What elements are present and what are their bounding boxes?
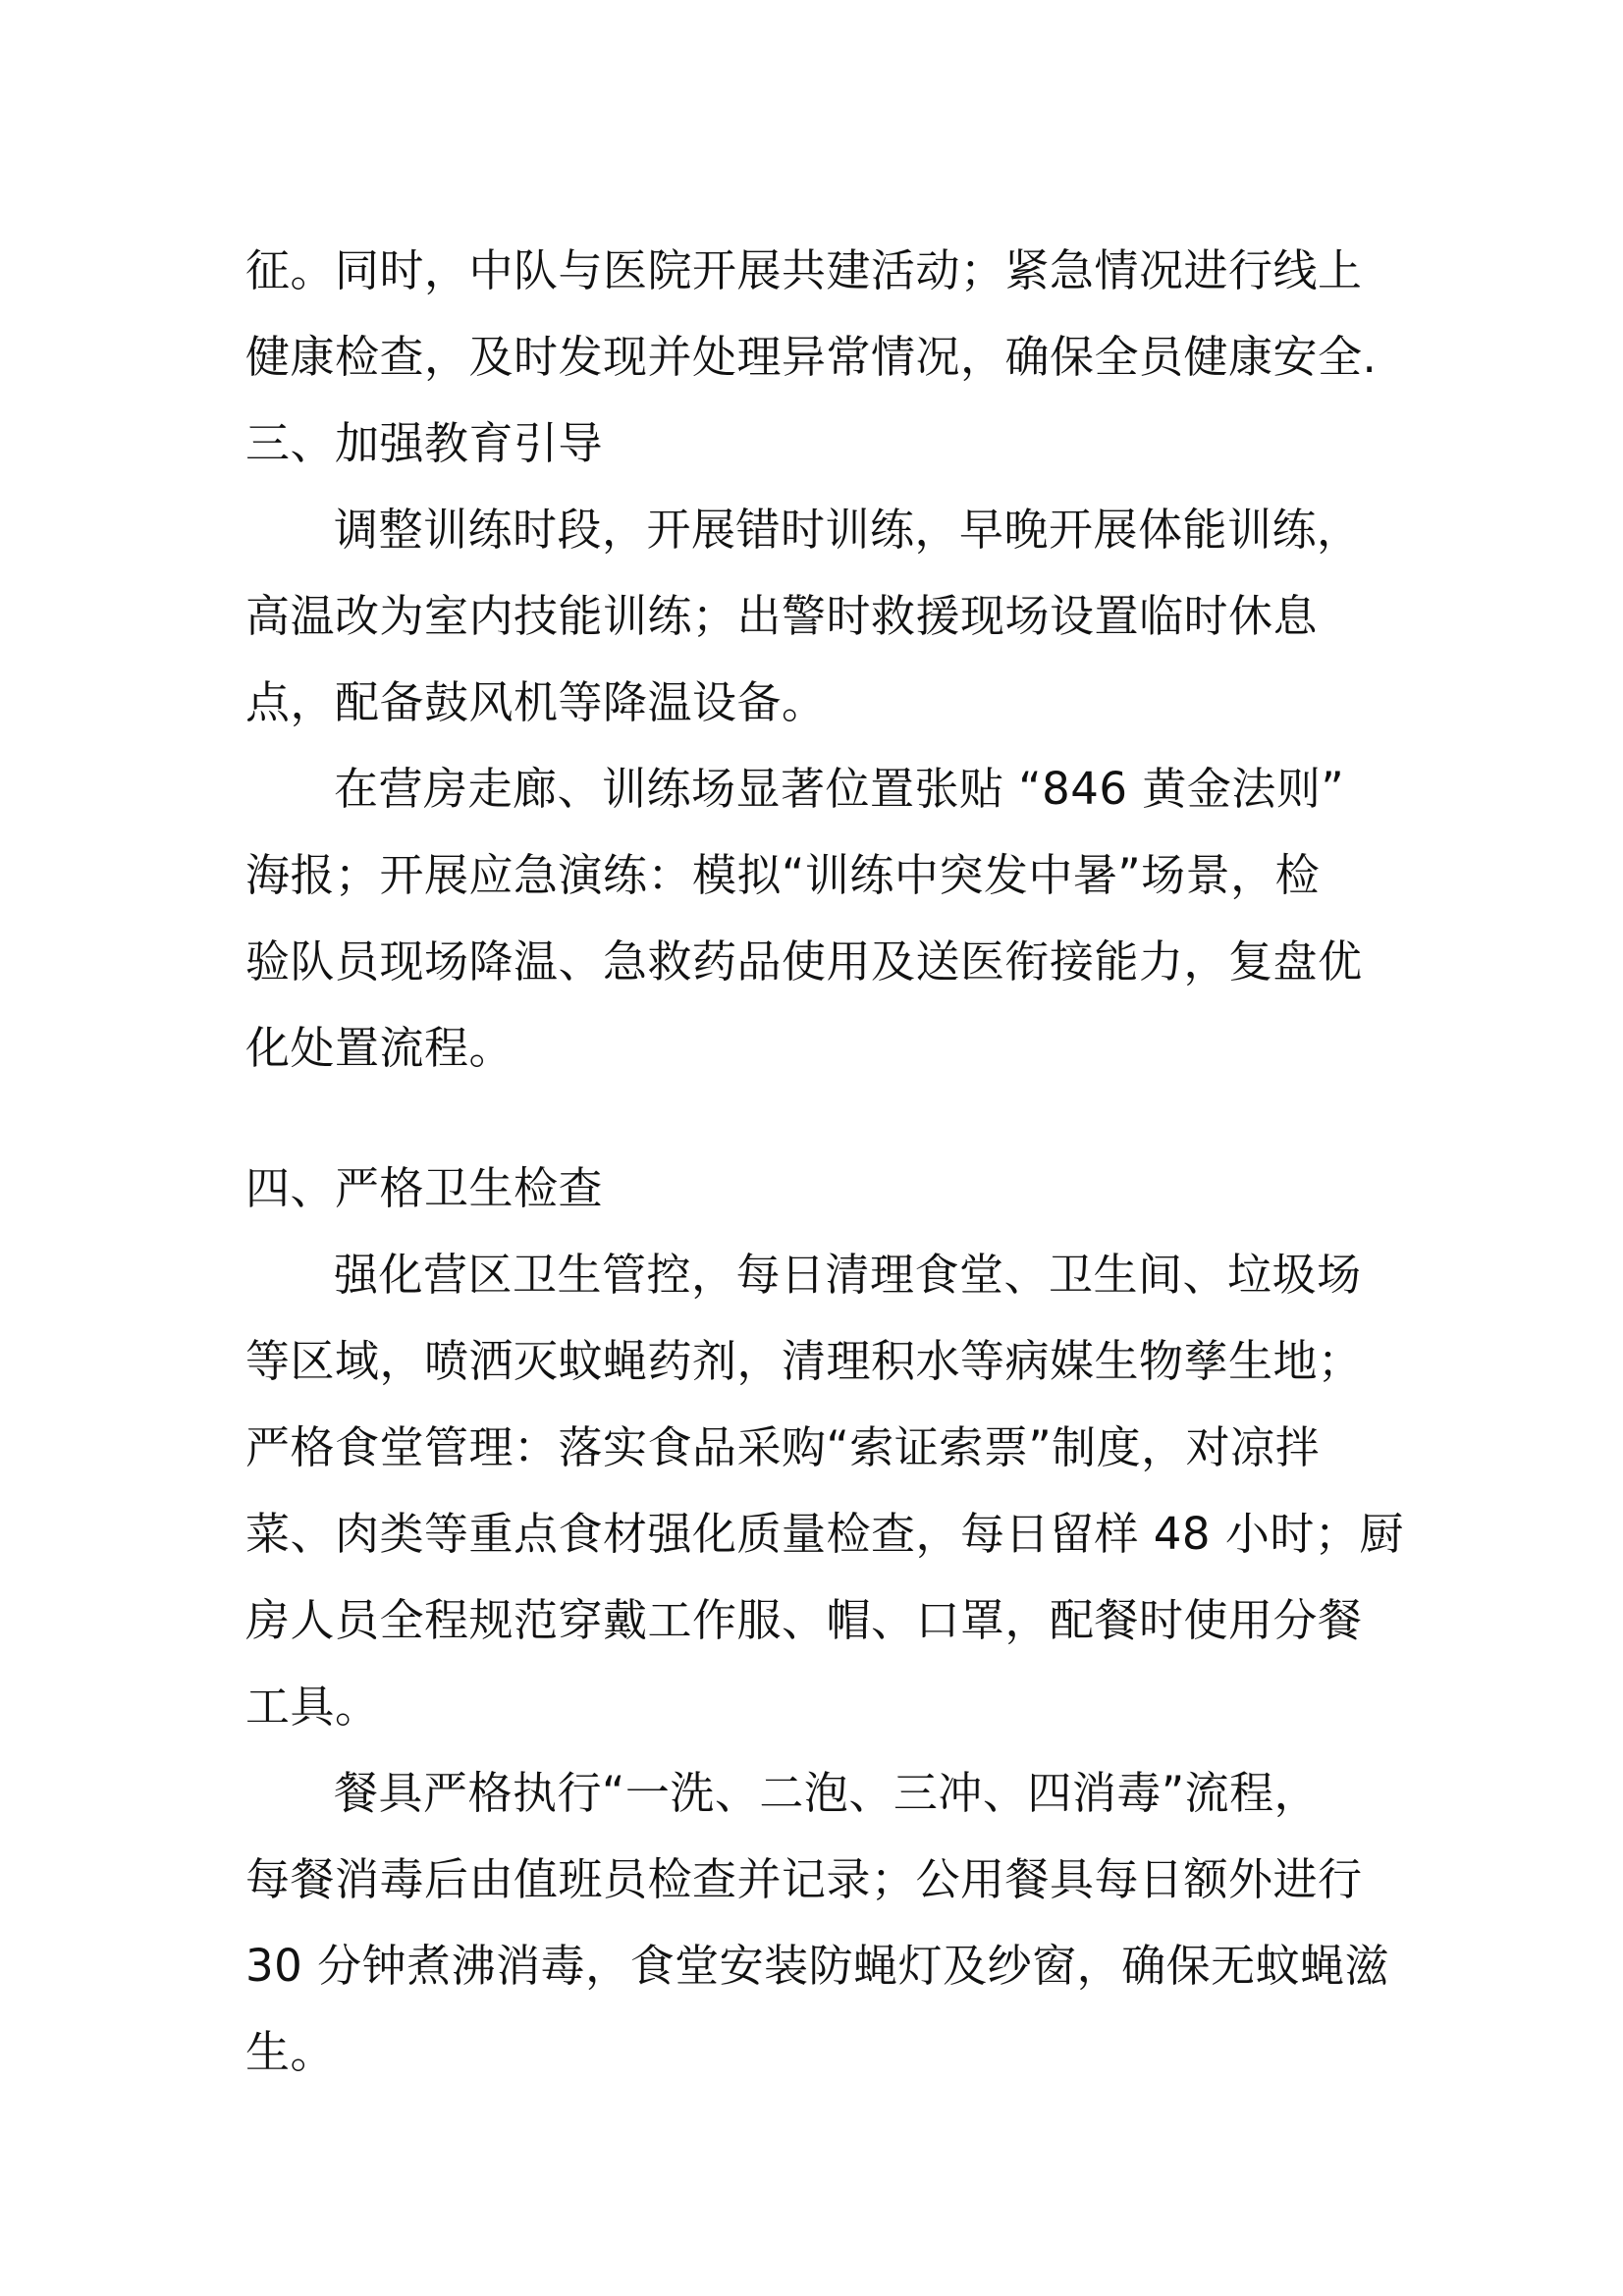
paragraph-line: 餐具严格执行“一洗、二泡、三冲、四消毒”流程，	[334, 1767, 1320, 1819]
paragraph-line: 调整训练时段，开展错时训练，早晚开展体能训练，	[334, 504, 1362, 556]
paragraph-line: 强化营区卫生管控，每日清理食堂、卫生间、垃圾场	[334, 1249, 1362, 1301]
paragraph-line: 30 分钟煮沸消毒，食堂安装防蝇灯及纱窗，确保无蚊蝇滋	[245, 1940, 1390, 1992]
paragraph-line: 高温改为室内技能训练；出警时救援现场设置临时休息	[245, 590, 1319, 642]
paragraph-line: 严格食堂管理：落实食品采购“索证索票”制度，对凉拌	[245, 1421, 1321, 1473]
paragraph-line: 工具。	[245, 1681, 380, 1733]
paragraph-line: 验队员现场降温、急救药品使用及送医衔接能力，复盘优	[245, 935, 1363, 988]
paragraph-line: 点，配备鼓风机等降温设备。	[245, 676, 827, 728]
paragraph-line: 生。	[245, 2026, 336, 2078]
section-heading-3: 三、加强教育引导	[245, 417, 604, 469]
paragraph-line: 房人员全程规范穿戴工作服、帽、口罩，配餐时使用分餐	[245, 1594, 1363, 1646]
paragraph-line: 征。同时，中队与医院开展共建活动；紧急情况进行线上	[245, 244, 1363, 296]
paragraph-line: 每餐消毒后由值班员检查并记录；公用餐具每日额外进行	[245, 1853, 1363, 1905]
paragraph-line: 化处置流程。	[245, 1022, 514, 1074]
paragraph-line: 海报；开展应急演练：模拟“训练中突发中暑”场景，检	[245, 849, 1321, 901]
section-heading-4: 四、严格卫生检查	[245, 1162, 604, 1214]
paragraph-spacer	[245, 1092, 1365, 1146]
paragraph-line: 菜、肉类等重点食材强化质量检查，每日留样 48 小时；厨	[245, 1508, 1404, 1560]
paragraph-line: 在营房走廊、训练场显著位置张贴 “846 黄金法则”	[334, 763, 1345, 815]
paragraph-line: 等区域，喷洒灭蚊蝇药剂，清理积水等病媒生物孳生地；	[245, 1335, 1363, 1387]
document-body	[245, 228, 1404, 2096]
paragraph-line: 健康检查，及时发现并处理异常情况，确保全员健康安全.	[245, 331, 1378, 383]
